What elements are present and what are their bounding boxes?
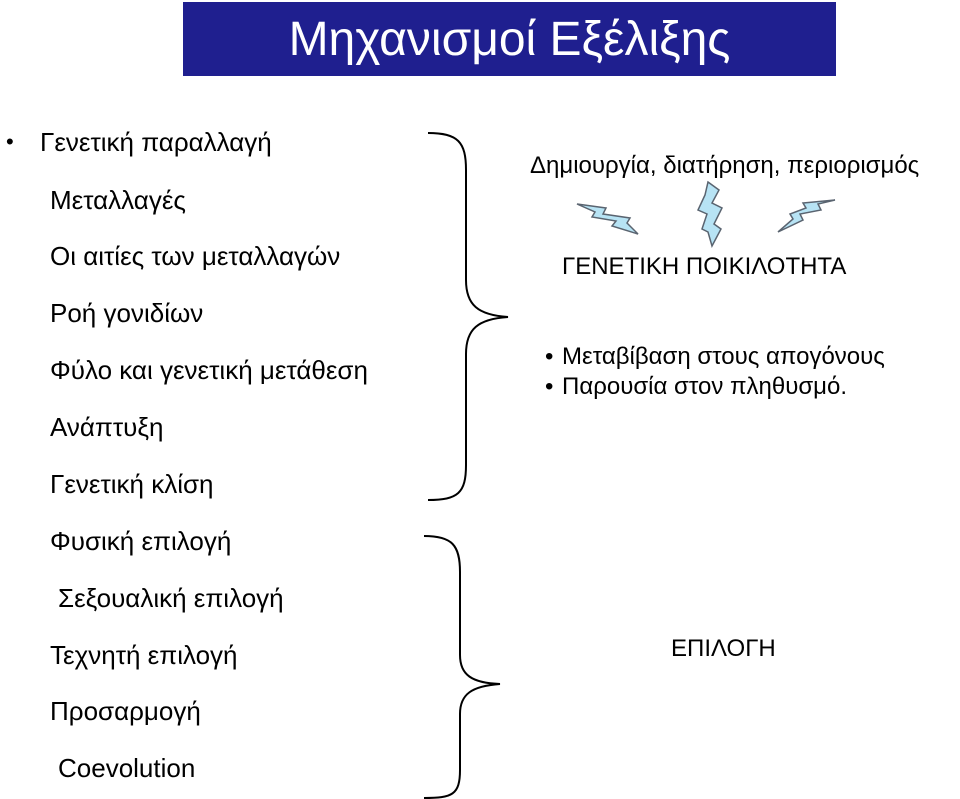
genetic-diversity-label: ΓΕΝΕΤΙΚΗ ΠΟΙΚΙΛΟΤΗΤΑ — [562, 253, 847, 280]
point-inheritance: Μεταβίβαση στους απογόνους — [562, 343, 885, 370]
list-item-genetic-variation: Γενετική παραλλαγή — [40, 127, 272, 157]
lightning-center-icon — [698, 182, 722, 246]
list-item-coevolution: Coevolution — [58, 753, 196, 783]
list-bullet: • — [6, 129, 14, 154]
point-bullet: • — [545, 373, 554, 400]
list-item-adaptation: Προσαρμογή — [50, 696, 201, 726]
list-item-gene-flow: Ροή γονιδίων — [50, 298, 204, 328]
list-item-genetic-drift: Γενετική κλίση — [50, 469, 214, 499]
page-title: Μηχανισμοί Εξέλιξης — [288, 13, 731, 66]
list-item-artificial-selection: Τεχνητή επιλογή — [50, 640, 238, 670]
variation-mechanisms-heading: Δημιουργία, διατήρηση, περιορισμός — [530, 152, 920, 179]
list-item-natural-selection: Φυσική επιλογή — [50, 526, 232, 556]
list-item-development: Ανάπτυξη — [50, 412, 164, 442]
list-item-mutation-causes: Οι αιτίες των μεταλλαγών — [50, 241, 341, 271]
list-item-mutations: Μεταλλαγές — [50, 185, 186, 215]
point-population: Παρουσία στον πληθυσμό. — [562, 373, 848, 400]
point-bullet: • — [545, 343, 554, 370]
brace-bottom — [424, 536, 500, 798]
brace-top — [428, 133, 508, 500]
list-item-sexual-selection: Σεξουαλική επιλογή — [58, 583, 284, 613]
lightning-right-icon — [778, 200, 835, 232]
list-item-sex-transposition: Φύλο και γενετική μετάθεση — [50, 355, 368, 385]
lightning-left-icon — [577, 204, 638, 234]
selection-label: ΕΠΙΛΟΓΗ — [671, 635, 776, 662]
